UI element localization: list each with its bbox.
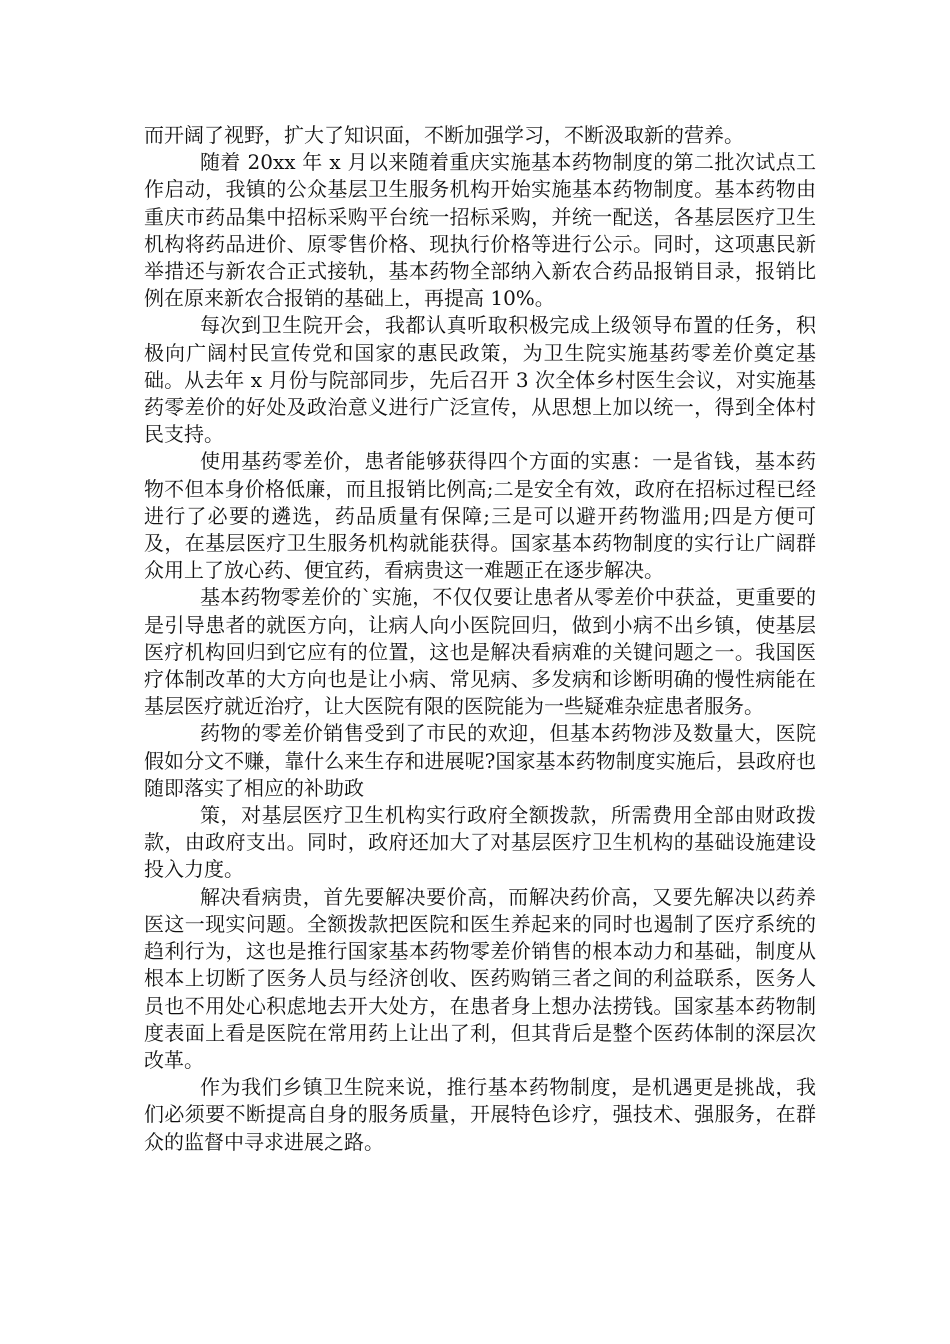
paragraph-5: 基本药物零差价的`实施，不仅仅要让患者从零差价中获益，更重要的是引导患者的就医方向，让病人向小医院回归，做到小病不出乡镇，使基层医疗机构回归到它应有的位置，这也是解决看病难的关键问题之一。我国医疗体制改革的大方向也是让小病、常见病、多发病和诊断明确的慢性病能在基层医疗就近治疗，让大医院有限的医院能为一些疑难杂症患者服务。	[144, 585, 816, 719]
paragraph-7: 策，对基层医疗卫生机构实行政府全额拨款，所需费用全部由财政拨款，由政府支出。同时，政府还加大了对基层医疗卫生机构的基础设施建设投入力度。	[144, 803, 816, 882]
paragraph-1: 而开阔了视野，扩大了知识面，不断加强学习，不断汲取新的营养。	[144, 123, 744, 147]
paragraph-3: 每次到卫生院开会，我都认真听取积极完成上级领导布置的任务，积极向广阔村民宣传党和国家的惠民政策，为卫生院实施基药零差价奠定基础。从去年 x 月份与院部同步，先后召开 3 次全体乡村医生会议，对实施基药零差价的好处及政治意义进行广泛宣传，从思想上加以统一，得到全体村民支持。	[144, 313, 816, 447]
paragraph-8: 解决看病贵，首先要解决要价高，而解决药价高，又要先解决以药养医这一现实问题。全额拨款把医院和医生养起来的同时也遏制了医疗系统的趋利行为，这也是推行国家基本药物零差价销售的根本动力和基础，制度从根本上切断了医务人员与经济创收、医药购销三者之间的利益联系，医务人员也不用处心积虑地去开大处方，在患者身上想办法捞钱。国家基本药物制度表面上看是医院在常用药上让出了利，但其背后是整个医药体制的深层次改革。	[144, 884, 816, 1072]
paragraph-6: 药物的零差价销售受到了市民的欢迎，但基本药物涉及数量大，医院假如分文不赚，靠什么来生存和进展呢?国家基本药物制度实施后，县政府也随即落实了相应的补助政	[144, 721, 816, 800]
paragraph-2: 随着 20xx 年 x 月以来随着重庆实施基本药物制度的第二批次试点工作启动，我镇的公众基层卫生服务机构开始实施基本药物制度。基本药物由重庆市药品集中招标采购平台统一招标采购，并统一配送，各基层医疗卫生机构将药品进价、原零售价格、现执行价格等进行公示。同时，这项惠民新举措还与新农合正式接轨，基本药物全部纳入新农合药品报销目录，报销比例在原来新农合报销的基础上，再提高 10%。	[144, 150, 816, 311]
document-body	[144, 122, 816, 1156]
paragraph-4: 使用基药零差价，患者能够获得四个方面的实惠：一是省钱，基本药物不但本身价格低廉，而且报销比例高;二是安全有效，政府在招标过程已经进行了必要的遴选，药品质量有保障;三是可以避开药物滥用;四是方便可及，在基层医疗卫生服务机构就能获得。国家基本药物制度的实行让广阔群众用上了放心药、便宜药，看病贵这一难题正在逐步解决。	[144, 449, 816, 583]
paragraph-9: 作为我们乡镇卫生院来说，推行基本药物制度，是机遇更是挑战，我们必须要不断提高自身的服务质量，开展特色诊疗，强技术、强服务，在群众的监督中寻求进展之路。	[144, 1075, 816, 1154]
